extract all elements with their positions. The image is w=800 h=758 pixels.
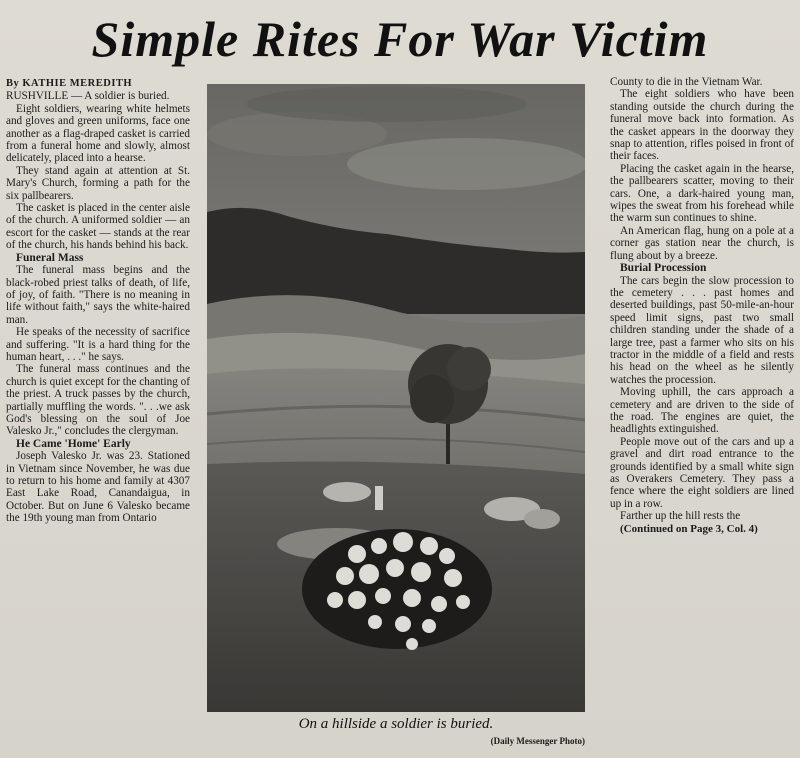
- paragraph: The funeral mass continues and the church is quiet except for the chanting of the priest. A truck passes by the church, partially muffling the words. ". . .we ask God's blessing on the soul of Joe Valesko Jr.," concludes the clergyman.: [6, 363, 190, 438]
- paragraph: He speaks of the necessity of sacrifice and suffering. "It is a hard thing for the human heart, . . ." he says.: [6, 326, 190, 363]
- paragraph: Moving uphill, the cars approach a cemetery and are driven to the side of the road. The engines are quiet, the headlights extinguished.: [610, 386, 794, 436]
- article-column-left: [6, 78, 190, 525]
- photo-credit: (Daily Messenger Photo): [490, 736, 585, 746]
- paragraph: People move out of the cars and up a gravel and dirt road entrance to the grounds identified by a small white sign as Overakers Cemetery. They pass a fence where the eight soldiers are lined up in a row.: [610, 435, 794, 510]
- continued-jump-line: (Continued on Page 3, Col. 4): [620, 522, 758, 535]
- paragraph: The cars begin the slow procession to the cemetery . . . past homes and deserted buildings, past 50-mile-an-hour speed limit signs, past two small children standing under the shade of a large tree, past a farmer who sits on his tractor in the middle of a field and rests his head on the wheel as he silently watches the procession.: [610, 274, 794, 386]
- paragraph: The casket is placed in the center aisle of the church. A uniformed soldier — an escort for the casket — stands at the rear of the church, his hands behind his back.: [6, 202, 190, 252]
- photo-caption: On a hillside a soldier is buried.: [298, 716, 494, 732]
- paragraph: County to die in the Vietnam War.: [610, 76, 763, 88]
- paragraph: RUSHVILLE — A soldier is buried.: [6, 90, 170, 103]
- paragraph: An American flag, hung on a pole at a corner gas station near the church, is flung about by a breeze.: [610, 224, 794, 262]
- byline: By KATHIE MEREDITH: [6, 78, 133, 89]
- article-column-right: [610, 76, 794, 535]
- subhead-funeral-mass: Funeral Mass: [16, 251, 84, 264]
- paragraph: They stand again at attention at St. Mary's Church, forming a path for the six pallbearers.: [6, 164, 190, 202]
- hillside-burial-photo: [207, 84, 585, 712]
- paragraph: Farther up the hill rests the: [620, 510, 741, 523]
- paragraph: Joseph Valesko Jr. was 23. Stationed in Vietnam since November, he was due to return to his home and family at 4307 East Lake Road, Canandaigua, in October. But on June 6 Valesko became the 19th young man from Ontario: [6, 450, 190, 525]
- subhead-burial-procession: Burial Procession: [620, 262, 707, 275]
- paragraph: Placing the casket again in the hearse, the pallbearers scatter, moving to their cars. One, a dark-haired young man, wipes the sweat from his forehead while the warm sun continues to shine.: [610, 162, 794, 225]
- subhead-came-home-early: He Came 'Home' Early: [16, 437, 131, 450]
- paragraph: Eight soldiers, wearing white helmets and gloves and green uniforms, face one another as a flag-draped casket is carried from a funeral home and slowly, almost delicately, placed into a hearse.: [6, 102, 190, 165]
- paragraph: The funeral mass begins and the black-robed priest talks of death, of life, of joy, of faith. "There is no meaning in life without faith," says the white-haired man.: [6, 264, 190, 326]
- photo-image: [207, 84, 585, 712]
- paragraph: The eight soldiers who have been standing outside the church during the funeral move back into formation. As the casket appears in the doorway they snap to attention, rifles poised in front of their faces.: [610, 88, 794, 163]
- headline: Simple Rites For War Victim: [91, 11, 709, 67]
